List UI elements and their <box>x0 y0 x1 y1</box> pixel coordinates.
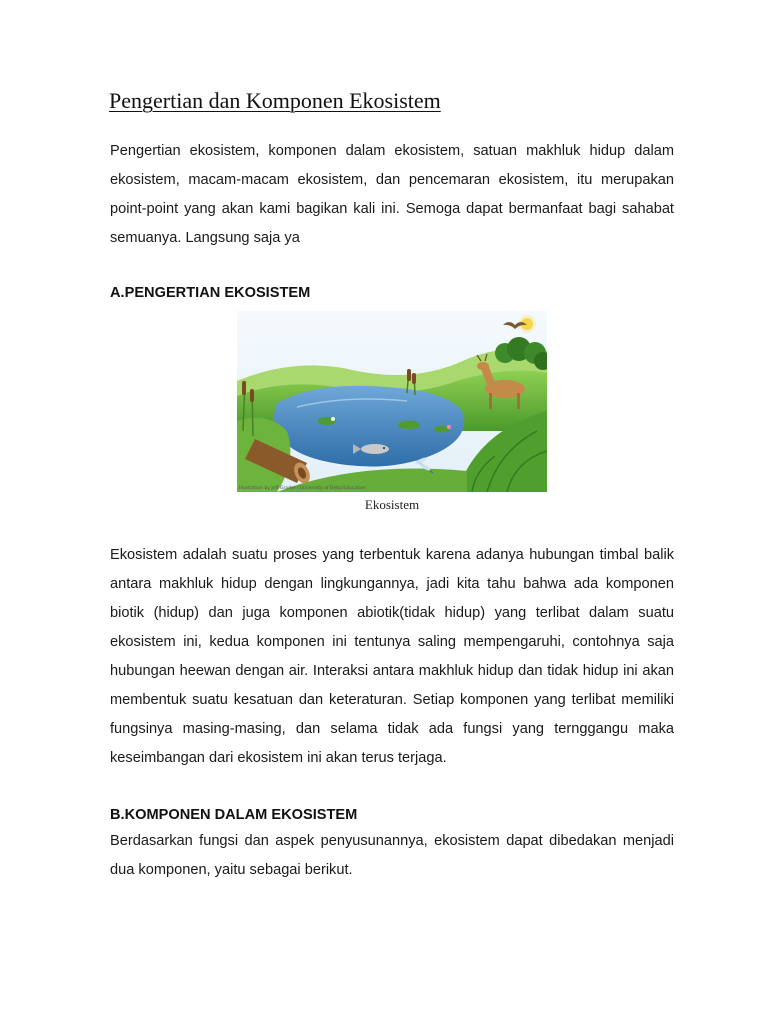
section-b-heading: B.KOMPONEN DALAM EKOSISTEM <box>110 807 358 823</box>
intro-paragraph: Pengertian ekosistem, komponen dalam ekosistem, satuan makhluk hidup dalam ekosistem, macam-macam ekosistem, dan pencemaran ekosistem, itu merupakan point-point yang akan kami bagikan kali ini. Semoga dapat bermanfaat bagi sahabat semuanya. Langsung saja ya <box>110 143 674 246</box>
ecosystem-scene <box>237 311 547 492</box>
section-a-paragraph: Ekosistem adalah suatu proses yang terbentuk karena adanya hubungan timbal balik antara makhluk hidup dengan lingkungannya, jadi kita tahu bahwa ada komponen biotik (hidup) dan juga komponen abiotik(tidak hidup) yang terlibat dalam suatu ekosistem ini, kedua komponen ini tentunya saling mempengaruhi, contohnya saja hubungan heewan dengan air. Interaksi antara makhluk hidup dan tidak hidup ini akan membentuk suatu kesatuan dan keteraturan. Setiap komponen yang terlibat memiliki fungsinya masing-masing, dan selama tidak ada fungsi yang ternggangu maka keseimbangan dari ekosistem ini akan terus terjaga. <box>110 547 674 766</box>
ecosystem-illustration <box>237 311 547 492</box>
illustration-credit: Illustration by Jeff Grader / University of Delta Education <box>239 486 366 491</box>
document-title: Pengertian dan Komponen Ekosistem <box>109 88 441 113</box>
section-a-heading: A.PENGERTIAN EKOSISTEM <box>110 285 311 301</box>
figure-caption: Ekosistem <box>364 497 420 512</box>
section-b-paragraph: Berdasarkan fungsi dan aspek penyusunannya, ekosistem dapat dibedakan menjadi dua komponen, yaitu sebagai berikut. <box>110 833 674 878</box>
